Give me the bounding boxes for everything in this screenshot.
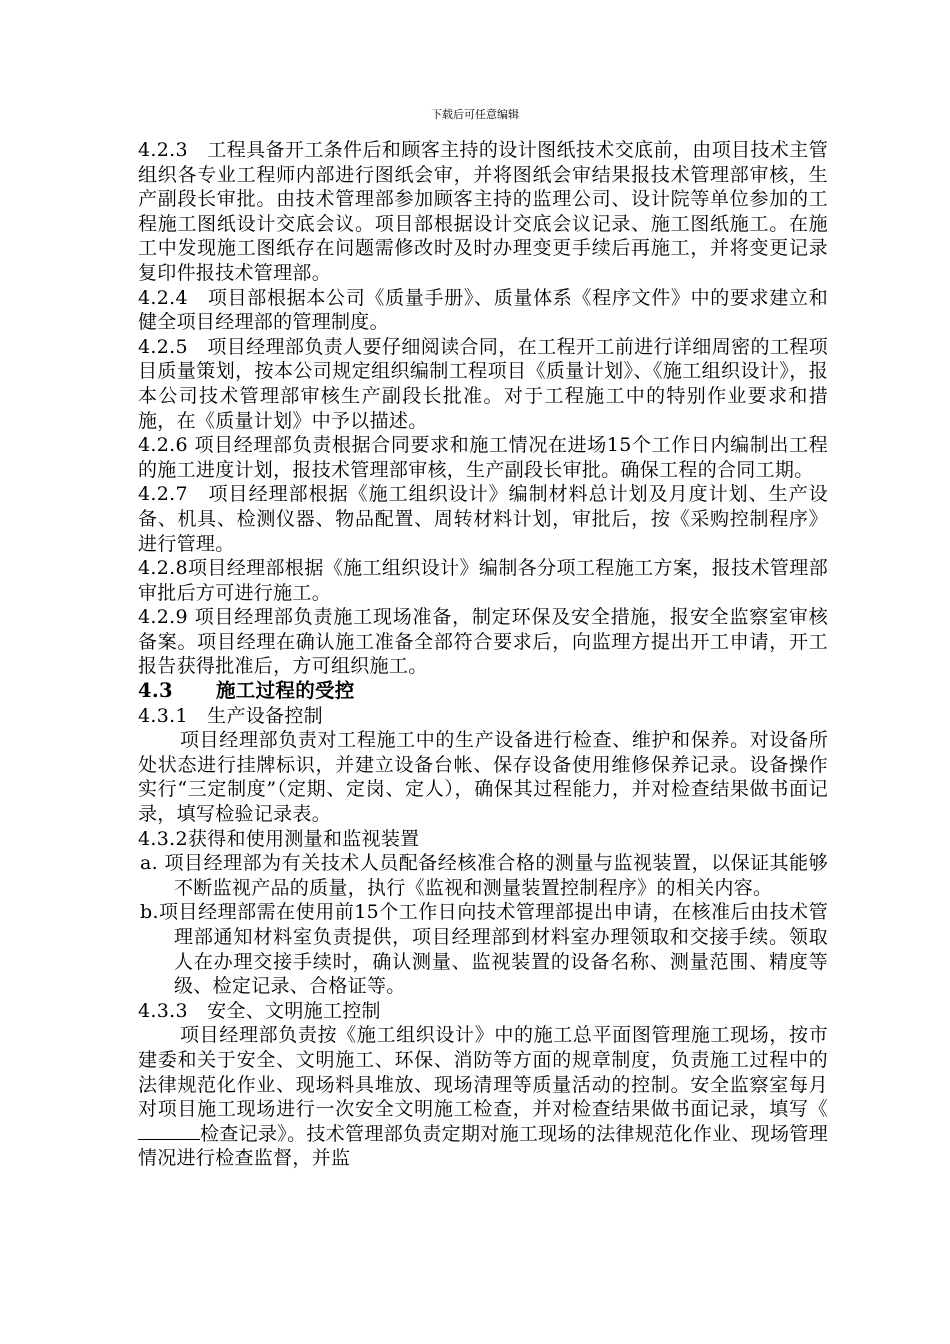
paragraph-4-3-3	[138, 1023, 828, 1171]
paragraph-4-2-5: 4.2.5 项目经理部负责人要仔细阅读合同，在工程开工前进行详细周密的工程项目质量策划，按本公司规定组织编制工程项目《质量计划》、《施工组织设计》，报本公司技术管理部审核生产副段长批准。对于工程施工中的特别作业要求和措施，在《质量计划》中予以描述。	[138, 335, 828, 432]
paragraph-4-2-8: 4.2.8项目经理部根据《施工组织设计》编制各分项工程施工方案，报技术管理部审批后方可进行施工。	[138, 557, 828, 604]
document-body	[138, 138, 828, 1171]
section-title: 施工过程的受控	[216, 679, 355, 703]
section-number: 4.3	[138, 679, 173, 703]
list-item-b: b.项目经理部需在使用前15个工作日向技术管理部提出申请，在核准后由技术管理部通知材料室负责提供，项目经理部到材料室办理领取和交接手续。领取人在办理交接手续时，确认测量、监视装置的设备名称、测量范围、精度等级、检定记录、合格证等。	[140, 901, 828, 998]
paragraph-4-2-6: 4.2.6 项目经理部负责根据合同要求和施工情况在进场15个工作日内编制出工程的施工进度计划，报技术管理部审核，生产副段长审批。确保工程的合同工期。	[138, 434, 828, 481]
paragraph-4-3-3-part1: 项目经理部负责按《施工组织设计》中的施工总平面图管理施工现场，按市建委和关于安全、文明施工、环保、消防等方面的规章制度，负责施工过程中的法律规范化作业、现场料具堆放、现场清理等质量活动的控制。安全监察室每月对项目施工现场进行一次安全文明施工检查，并对检查结果做书面记录，填写《	[138, 1024, 828, 1121]
paragraph-4-2-3: 4.2.3 工程具备开工条件后和顾客主持的设计图纸技术交底前，由项目技术主管组织各专业工程师内部进行图纸会审，并将图纸会审结果报技术管理部审核，生产副段长审批。由技术管理部参加顾客主持的监理公司、设计院等单位参加的工程施工图纸设计交底会议。项目部根据设计交底会议记录、施工图纸施工。在施工中发现施工图纸存在问题需修改时及时办理变更手续后再施工，并将变更记录复印件报技术管理部。	[138, 139, 828, 284]
blank-underline	[138, 1139, 200, 1140]
page-header-note: 下载后可任意编辑	[431, 108, 519, 121]
subheading-4-3-2: 4.3.2获得和使用测量和监视装置	[138, 827, 420, 850]
paragraph-4-2-4: 4.2.4 项目部根据本公司《质量手册》、质量体系《程序文件》中的要求建立和健全项目经理部的管理制度。	[138, 286, 828, 334]
list-item-a: a. 项目经理部为有关技术人员配备经核准合格的测量与监视装置，以保证其能够不断监视产品的质量，执行《监视和测量装置控制程序》的相关内容。	[140, 852, 828, 899]
paragraph-4-3-3-part2: 检查记录》。技术管理部负责定期对施工现场的法律规范化作业、现场管理情况进行检查监督，并监	[138, 1122, 828, 1170]
paragraph-4-2-9: 4.2.9 项目经理部负责施工现场准备，制定环保及安全措施，报安全监察室审核备案。项目经理在确认施工准备全部符合要求后，向监理方提出开工申请，开工报告获得批准后，方可组织施工。	[138, 606, 828, 678]
section-heading-4-3	[138, 679, 828, 704]
subheading-4-3-1: 4.3.1 生产设备控制	[138, 704, 323, 727]
paragraph-4-3-1: 项目经理部负责对工程施工中的生产设备进行检查、维护和保养。对设备所处状态进行挂牌标识，并建立设备台帐、保存设备使用维修保养记录。设备操作实行“三定制度”（定期、定岗、定人），确保其过程能力，并对检查结果做书面记录，填写检验记录表。	[138, 729, 828, 826]
paragraph-4-2-7: 4.2.7 项目经理部根据《施工组织设计》编制材料总计划及月度计划、生产设备、机具、检测仪器、物品配置、周转材料计划，审批后，按《采购控制程序》进行管理。	[138, 483, 828, 555]
subheading-4-3-3: 4.3.3 安全、文明施工控制	[138, 999, 381, 1022]
